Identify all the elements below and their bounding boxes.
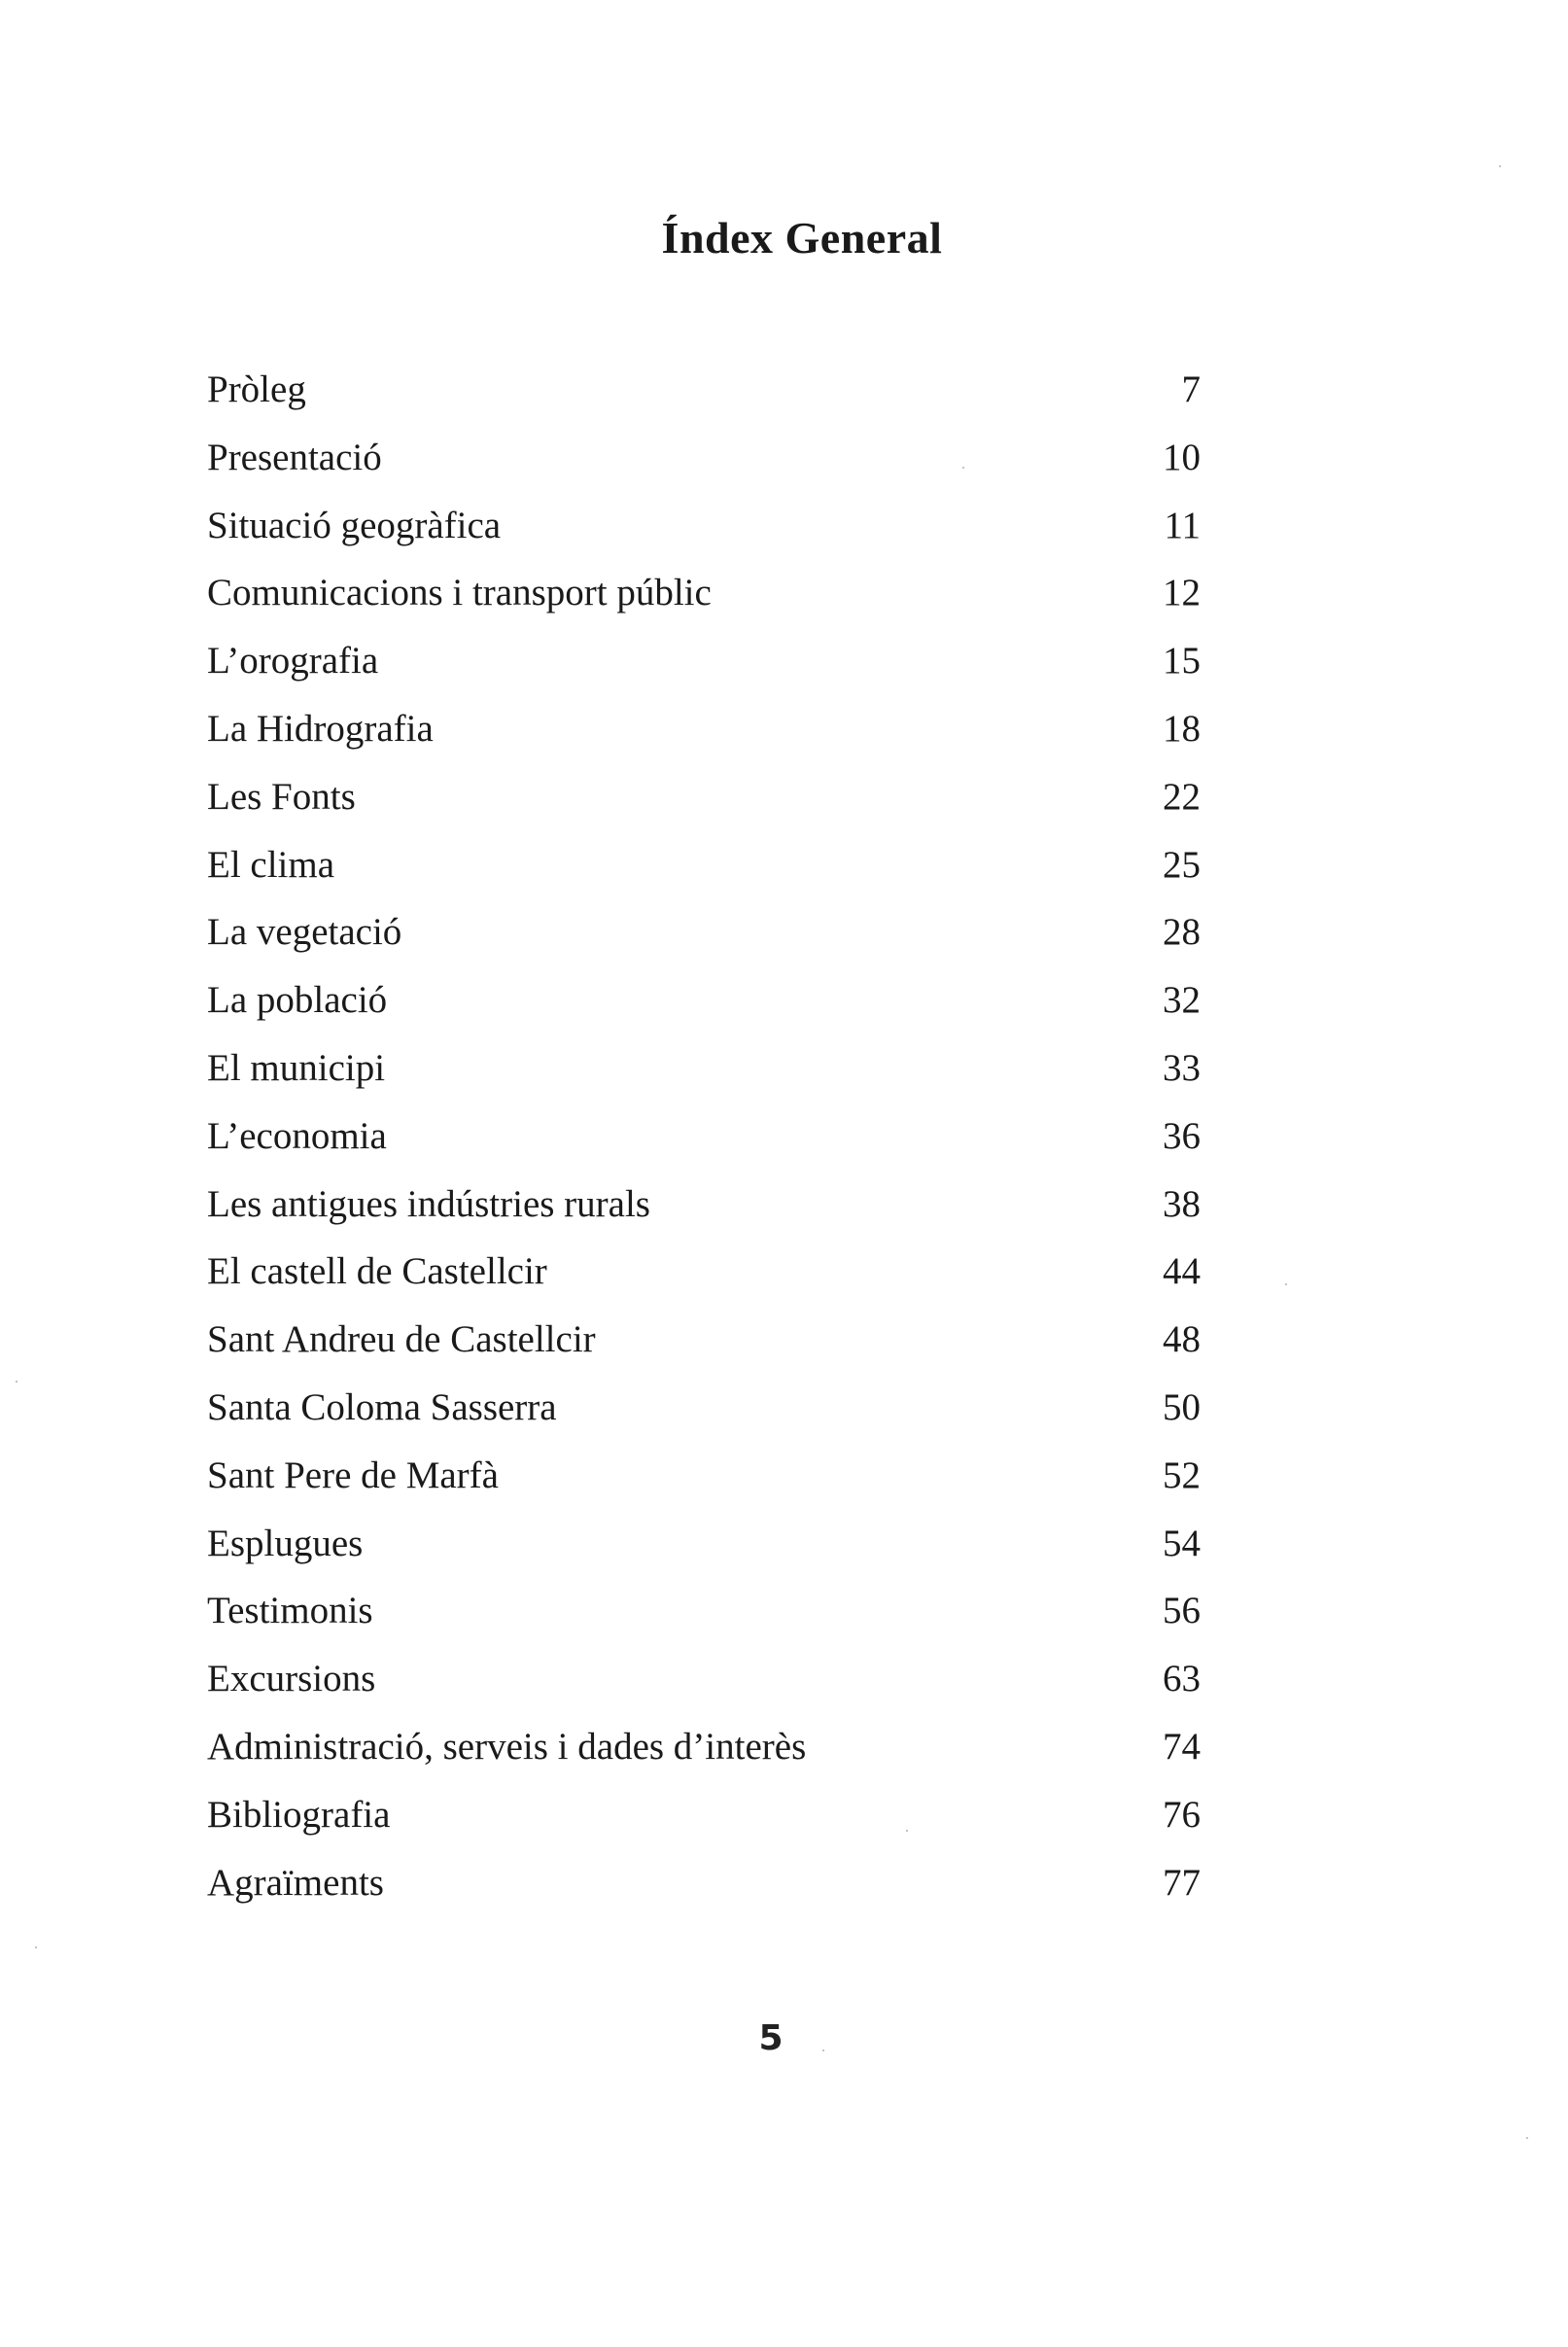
scan-speck — [1526, 2137, 1528, 2139]
toc-entry-label: Comunicacions i transport públic — [207, 572, 712, 614]
scan-speck — [1285, 1283, 1287, 1285]
toc-entry-page: 15 — [1163, 640, 1201, 683]
toc-entry — [207, 1246, 1201, 1314]
toc-entry — [207, 568, 1201, 636]
toc-entry — [207, 1858, 1201, 1926]
toc-entry — [207, 907, 1201, 975]
toc-entry — [207, 1722, 1201, 1790]
toc-entry-label: El municipi — [207, 1046, 386, 1089]
toc-entry-page: 54 — [1163, 1522, 1201, 1564]
toc-entry-page: 12 — [1163, 572, 1201, 614]
toc-entry-label: Situació geogràfica — [207, 504, 502, 546]
toc-entry — [207, 1111, 1201, 1179]
toc-entry-label: Bibliografia — [207, 1793, 391, 1836]
toc-entry — [207, 704, 1201, 772]
toc-entry-page: 18 — [1163, 707, 1201, 750]
toc-entry-page: 63 — [1163, 1658, 1201, 1700]
toc-entry-label: Esplugues — [207, 1522, 364, 1564]
toc-entry-label: La vegetació — [207, 911, 402, 954]
toc-entry — [207, 365, 1201, 433]
toc-entry — [207, 433, 1201, 501]
toc-entry-label: L’orografia — [207, 640, 379, 683]
scan-speck — [822, 2049, 824, 2051]
toc-entry — [207, 1451, 1201, 1519]
scan-speck — [962, 467, 964, 469]
toc-entry-page: 50 — [1163, 1385, 1201, 1428]
toc-entry-page: 28 — [1163, 911, 1201, 954]
toc-entry-page: 11 — [1164, 504, 1201, 546]
toc-entry-label: Pròleg — [207, 368, 306, 410]
toc-entry-label: El clima — [207, 843, 335, 886]
toc-entry — [207, 1654, 1201, 1722]
toc-entry-label: Les Fonts — [207, 775, 356, 818]
toc-entry-label: El castell de Castellcir — [207, 1250, 547, 1293]
toc-entry-label: Les antigues indústries rurals — [207, 1182, 650, 1225]
toc-entry-label: La Hidrografia — [207, 707, 434, 750]
toc-entry-label: L’economia — [207, 1114, 387, 1157]
toc-entry-label: Sant Andreu de Castellcir — [207, 1318, 596, 1361]
toc-entry — [207, 1586, 1201, 1654]
toc-entry-label: La població — [207, 979, 388, 1022]
toc-entry-page: 52 — [1163, 1454, 1201, 1496]
toc-entry-label: Sant Pere de Marfà — [207, 1454, 499, 1496]
toc-entry-label: Presentació — [207, 436, 382, 478]
page-number: 5 — [758, 2018, 784, 2058]
toc-entry — [207, 1179, 1201, 1247]
toc-entry-label: Santa Coloma Sasserra — [207, 1385, 557, 1428]
scan-speck — [35, 1946, 37, 1948]
scan-speck — [1499, 165, 1501, 167]
toc-entry — [207, 1383, 1201, 1451]
toc-entry-page: 76 — [1163, 1793, 1201, 1836]
toc-entry-page: 10 — [1163, 436, 1201, 478]
toc-entry — [207, 1043, 1201, 1111]
toc-entry — [207, 1314, 1201, 1383]
scan-speck — [906, 1830, 908, 1832]
toc-entry-label: Testimonis — [207, 1590, 373, 1632]
toc-entry-label: Agraïments — [207, 1861, 384, 1904]
toc-entry-page: 56 — [1163, 1590, 1201, 1632]
scan-speck — [16, 1381, 17, 1383]
toc-entry-page: 36 — [1163, 1114, 1201, 1157]
toc-entry-label: Excursions — [207, 1658, 376, 1700]
toc-entry-page: 25 — [1163, 843, 1201, 886]
toc-entry — [207, 501, 1201, 569]
toc-entry-page: 44 — [1163, 1250, 1201, 1293]
toc-entry — [207, 636, 1201, 704]
toc-entry-page: 33 — [1163, 1046, 1201, 1089]
toc-entry — [207, 1790, 1201, 1858]
toc-entry-page: 32 — [1163, 979, 1201, 1022]
page-title: Índex General — [661, 213, 943, 263]
table-of-contents — [207, 365, 1201, 1925]
toc-entry-page: 38 — [1163, 1182, 1201, 1225]
toc-entry — [207, 772, 1201, 840]
toc-entry — [207, 975, 1201, 1043]
toc-entry — [207, 840, 1201, 908]
toc-entry-page: 74 — [1163, 1725, 1201, 1768]
toc-entry-page: 7 — [1181, 368, 1201, 410]
toc-entry-page: 77 — [1163, 1861, 1201, 1904]
toc-entry — [207, 1519, 1201, 1587]
toc-entry-page: 48 — [1163, 1318, 1201, 1361]
toc-entry-page: 22 — [1163, 775, 1201, 818]
toc-entry-label: Administració, serveis i dades d’interès — [207, 1725, 807, 1768]
